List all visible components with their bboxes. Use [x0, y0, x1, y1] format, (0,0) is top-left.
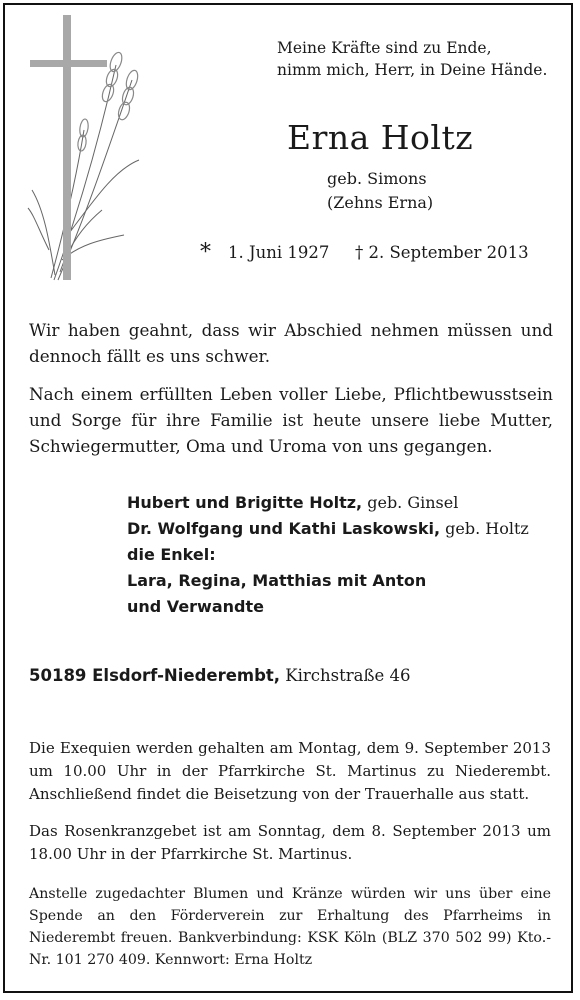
paragraph-life: Nach einem erfüllten Leben voller Liebe, Pflichtbewusstsein und Sorge für ihre Familie ist heute unsere liebe Mutter, Schwiegermutter, Oma und Uroma von uns gegangen. [29, 384, 553, 456]
deceased-name: Erna Holtz [287, 118, 474, 157]
relatives-label: und Verwandte [127, 597, 264, 616]
mourner-birth-name: geb. Holtz [440, 519, 529, 538]
address [29, 666, 411, 685]
quote [277, 37, 557, 81]
mourner-row [127, 594, 529, 620]
funeral-service-text: Die Exequien werden gehalten am Montag, dem 9. September 2013 um 10.00 Uhr in der Pfarrkirche St. Martinus zu Niederembt. Anschließend findet die Beisetzung von der Trauerhalle aus statt. [29, 739, 551, 803]
rosary-text: Das Rosenkranzgebet ist am Sonntag, dem 8. September 2013 um 18.00 Uhr in der Pfarrkirche St. Martinus. [29, 822, 551, 863]
paragraph-farewell: Wir haben geahnt, dass wir Abschied nehmen müssen und dennoch fällt es uns schwer. [29, 320, 553, 366]
maiden-name: geb. Simons [327, 169, 427, 188]
mourner-row [127, 516, 529, 542]
birth-date: 1. Juni 1927 [228, 243, 330, 262]
mourner-name: Dr. Wolfgang und Kathi Laskowski, [127, 519, 441, 538]
death-date: † 2. September 2013 [355, 243, 529, 262]
mourner-birth-name: geb. Ginsel [362, 493, 459, 512]
mourners-list [127, 490, 529, 620]
mourner-name: Hubert und Brigitte Holtz, [127, 493, 363, 512]
address-city: 50189 Elsdorf-Niederembt, [29, 666, 281, 685]
mourner-row [127, 490, 529, 516]
nickname: (Zehns Erna) [327, 193, 434, 212]
birth-star-icon: * [200, 240, 211, 265]
birth-name-block [327, 167, 433, 215]
donation-text: Anstelle zugedachter Blumen und Kränze würden wir uns über eine Spende an den Förderverein zur Erhaltung des Pfarrheims in Niederembt freuen. Bankverbindung: KSK Köln (BLZ 370 502 99) Kto.-Nr. 101 270 409. Kennwort: Erna Holtz [29, 886, 551, 968]
quote-line: Meine Kräfte sind zu Ende, [277, 39, 492, 57]
mourner-row [127, 542, 529, 568]
quote-line: nimm mich, Herr, in Deine Hände. [277, 61, 548, 79]
grandchildren-names: Lara, Regina, Matthias mit Anton [127, 571, 427, 590]
cross-and-wheat-icon [24, 10, 144, 285]
address-street: Kirchstraße 46 [280, 666, 411, 685]
mourner-row [127, 568, 529, 594]
grandchildren-label: die Enkel: [127, 545, 216, 564]
